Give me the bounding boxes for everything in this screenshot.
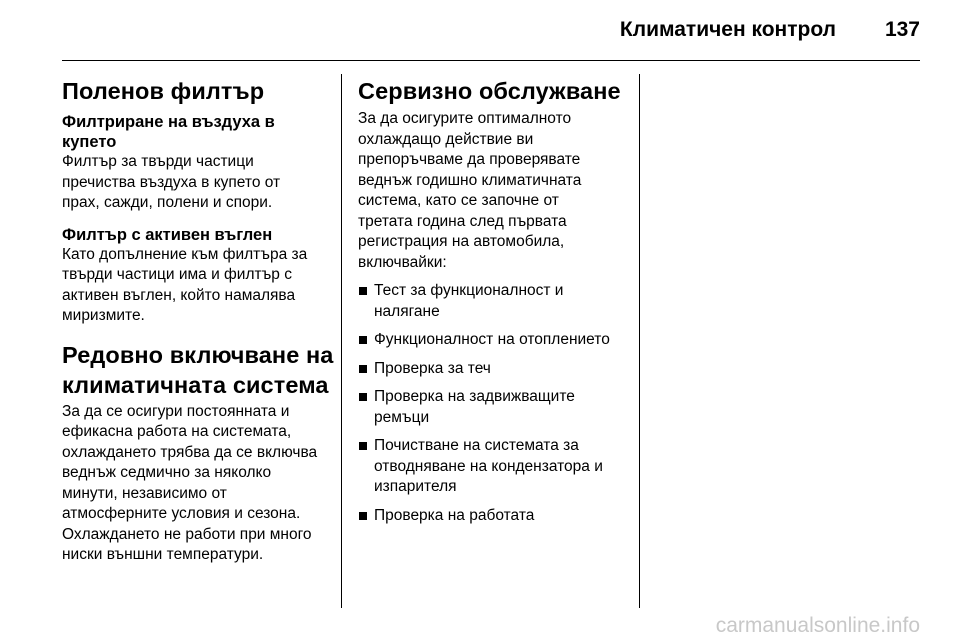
- list-item: [358, 387, 630, 428]
- text-line: минути, независимо от: [62, 484, 227, 502]
- square-bullet-icon: [359, 365, 367, 373]
- text-line: миризмите.: [62, 307, 145, 324]
- text-line: охлаждащо действие ви: [358, 130, 534, 148]
- page-header-title: Климатичен контрол: [619, 18, 836, 41]
- text-line: веднъж седмично за няколко: [62, 464, 272, 481]
- list-item-text: ремъци: [374, 408, 430, 426]
- square-bullet-icon: [359, 512, 367, 520]
- list-item-text: Почистване на системата за: [374, 437, 579, 454]
- text-line: пречиства въздуха в купето от: [62, 173, 281, 191]
- subheading-activated-carbon: Филтър с активен въглен: [62, 225, 273, 244]
- text-line: ниски външни температури.: [62, 546, 264, 563]
- subheading-air-filtration-line1: Филтриране на въздуха в: [62, 113, 275, 131]
- list-item-text: отводняване на кондензатора и: [374, 457, 603, 475]
- text-line: За да осигурите оптималното: [358, 110, 572, 127]
- subheading-air-filtration-line2: купето: [62, 133, 117, 151]
- square-bullet-icon: [359, 287, 367, 295]
- text-line: За да се осигури постоянната и: [62, 402, 290, 420]
- list-item: [358, 436, 630, 498]
- text-line: регистрация на автомобила,: [358, 233, 565, 250]
- text-line: Охлаждането не работи при много: [62, 525, 312, 543]
- text-line: препоръчваме да проверявате: [358, 151, 581, 168]
- heading-pollen-filter: Поленов филтър: [62, 78, 265, 104]
- text-line: атмосферните условия и сезона.: [62, 505, 301, 522]
- square-bullet-icon: [359, 393, 367, 401]
- text-line: Като допълнение към филтъра за: [62, 245, 308, 263]
- list-item: [358, 281, 630, 322]
- service-checklist: [358, 281, 630, 526]
- column-divider-right: [639, 74, 640, 608]
- text-line: Филтър за твърди частици: [62, 153, 254, 170]
- heading-regular-activation-line2: климатичната система: [62, 371, 329, 398]
- list-item-text: Функционалност на отоплението: [374, 331, 610, 348]
- page-number: 137: [884, 18, 920, 41]
- text-line: охлаждането трябва да се включва: [62, 443, 318, 461]
- text-line: ефикасна работа на системата,: [62, 423, 292, 440]
- middle-column: [358, 78, 630, 534]
- watermark: carmanualsonline.info: [715, 614, 920, 637]
- text-line: включвайки:: [358, 253, 447, 271]
- list-item-text: Проверка на задвижващите: [374, 388, 575, 405]
- list-item-text: Проверка на работата: [374, 506, 535, 524]
- text-line: система, като се започне от: [358, 192, 559, 209]
- list-item-text: налягане: [374, 302, 440, 320]
- list-item: [358, 506, 630, 527]
- heading-regular-activation-line1: Редовно включване на: [62, 341, 334, 368]
- list-item-text: Тест за функционалност и: [374, 282, 564, 299]
- list-item-text: изпарителя: [374, 478, 457, 495]
- left-column: [62, 78, 334, 566]
- text-line: активен въглен, който намалява: [62, 286, 296, 304]
- list-item-text: Проверка за теч: [374, 359, 491, 377]
- list-item: [358, 330, 630, 351]
- column-divider-left: [341, 74, 342, 608]
- heading-service: Сервизно обслужване: [358, 78, 621, 104]
- list-item: [358, 359, 630, 380]
- text-line: веднъж годишно климатичната: [358, 171, 582, 189]
- text-line: твърди частици има и филтър с: [62, 266, 292, 283]
- text-line: третата година след първата: [358, 212, 567, 230]
- square-bullet-icon: [359, 442, 367, 450]
- text-line: прах, сажди, полени и спори.: [62, 194, 273, 211]
- header-rule: [62, 60, 920, 61]
- square-bullet-icon: [359, 336, 367, 344]
